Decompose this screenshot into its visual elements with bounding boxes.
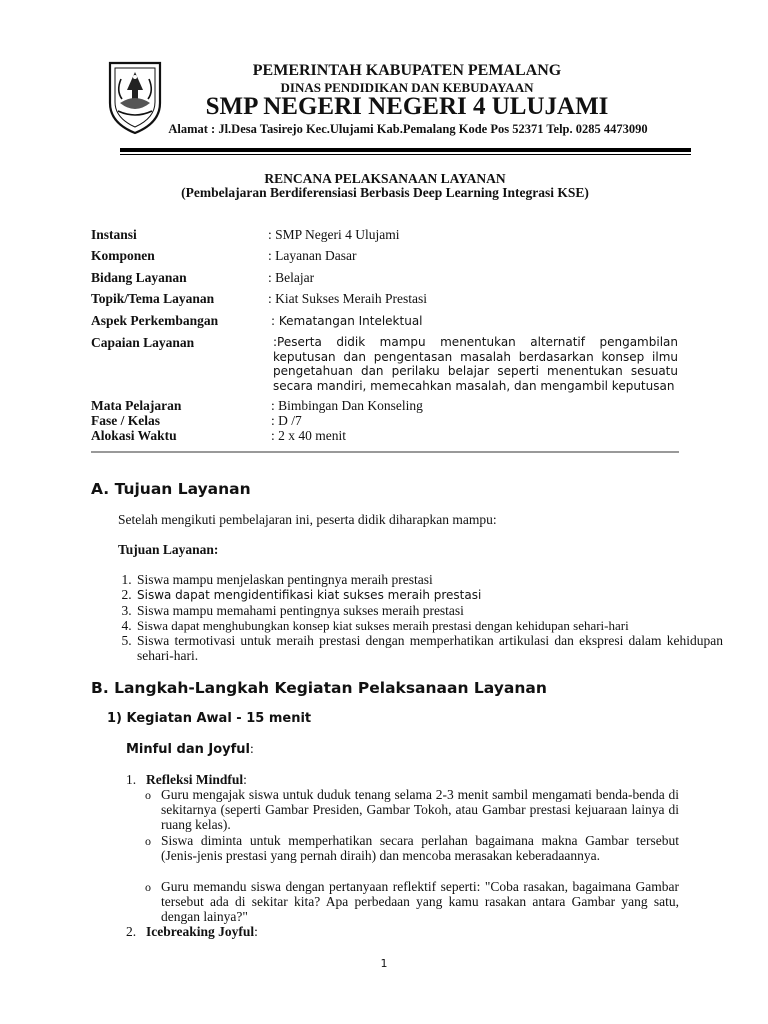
goals-list [91,572,723,663]
info-label-alokasi: Alokasi Waktu [91,428,177,443]
info-label-bidang: Bidang Layanan [91,270,187,285]
info-label-capaian: Capaian Layanan [91,335,195,350]
section-a-subheading: Tujuan Layanan: [118,542,219,557]
section-a-intro: Setelah mengikuti pembelajaran ini, peserta didik diharapkan mampu: [118,512,497,527]
item-2-number: 2. [126,924,137,939]
letterhead-department: DINAS PENDIDIKAN DAN KEBUDAYAAN [280,80,534,95]
info-label-aspek: Aspek Perkembangan [91,313,219,328]
activity-1-title: 1) Kegiatan Awal - 15 menit [107,711,312,726]
letterhead-address: Alamat : Jl.Desa Tasirejo Kec.Ulujami Kab.Pemalang Kode Pos 52371 Telp. 0285 4473090 [168,122,648,136]
bullet-item: Guru mengajak siswa untuk duduk tenang selama 2-3 menit sambil mengamati benda-benda di sekitarnya (seperti Gambar Presiden, Gambar Tokoh, atau Gambar prestasi kejuaraan lainya di ruang kelas). [161,787,679,832]
info-label-fase: Fase / Kelas [91,413,160,428]
goal-item [135,572,723,587]
info-label-komponen: Komponen [91,248,155,263]
info-value-komponen: : Layanan Dasar [268,248,357,263]
document-subtitle: (Pembelajaran Berdiferensiasi Berbasis Deep Learning Integrasi KSE) [181,185,589,200]
item-2-label: Icebreaking Joyful: [146,924,258,939]
info-value-bidang: : Belajar [268,270,315,285]
info-value-instansi: : SMP Negeri 4 Ulujami [268,227,400,242]
info-value-topik: : Kiat Sukses Meraih Prestasi [268,291,427,306]
goal-item [135,587,723,603]
item-1-number: 1. [126,772,137,787]
goal-item [135,603,723,618]
goal-item [135,633,723,663]
goal-text: Siswa termotivasi untuk meraih prestasi dengan memperhatikan artikulasi dan ekspresi dalam kehidupan sehari-hari. [137,633,723,663]
bullet-item: Siswa diminta untuk memperhatikan secara perlahan bagaimana makna Gambar tersebut (Jenis-jenis prestasi yang pernah diraih) dan mencoba merasakan keberadaannya. [161,833,679,863]
info-divider [91,451,679,453]
info-value-mapel: : Bimbingan Dan Konseling [271,398,423,413]
bullet-item: Guru memandu siswa dengan pertanyaan reflektif seperti: "Coba rasakan, bagaimana Gambar tersebut ada di sekitar kita? Apa perbedaan yang kamu rasakan antara Gambar yang satu, dengan lainya?" [161,879,679,924]
info-label-instansi: Instansi [91,227,137,242]
section-b-heading: B. Langkah-Langkah Kegiatan Pelaksanaan Layanan [91,679,547,697]
goal-text: Siswa mampu memahami pentingnya sukses meraih prestasi [137,603,464,618]
letterhead-divider-thick [120,148,691,152]
letterhead-government: PEMERINTAH KABUPATEN PEMALANG [252,62,562,79]
item-1-label: Refleksi Mindful: [146,772,247,787]
info-label-topik: Topik/Tema Layanan [91,291,215,306]
goal-text: Siswa dapat mengidentifikasi kiat sukses meraih prestasi [137,588,482,602]
info-value-aspek: : Kematangan Intelektual [271,314,423,328]
bullet-marker: o [145,880,151,894]
goal-text: Siswa mampu menjelaskan pentingnya meraih prestasi [137,572,433,587]
mindful-joyful-label: Minful dan Joyful: [126,741,254,757]
goal-item [135,618,723,633]
document-title: RENCANA PELAKSANAAN LAYANAN [264,171,506,186]
letterhead-divider-thin [120,154,691,155]
letterhead-school-name: SMP NEGERI NEGERI 4 ULUJAMI [205,93,609,120]
bullet-marker: o [145,834,151,848]
page-number: 1 [380,957,388,970]
info-value-fase: : D /7 [271,413,302,428]
goal-text: Siswa dapat menghubungkan konsep kiat sukses meraih prestasi dengan kehidupan sehari-hari [137,618,629,633]
info-label-mapel: Mata Pelajaran [91,398,182,413]
info-value-alokasi: : 2 x 40 menit [271,428,346,443]
section-a-heading: A. Tujuan Layanan [91,480,251,498]
bullet-marker: o [145,788,151,802]
info-value-capaian: :Peserta didik mampu menentukan alternatif pengambilan keputusan dan pengentasan masalah berdasarkan konsep ilmu pengetahuan dan perilaku belajar seperti menentukan sesuatu secara mandiri, memecahkan masalah, dan mengambil keputusan [273,335,678,393]
